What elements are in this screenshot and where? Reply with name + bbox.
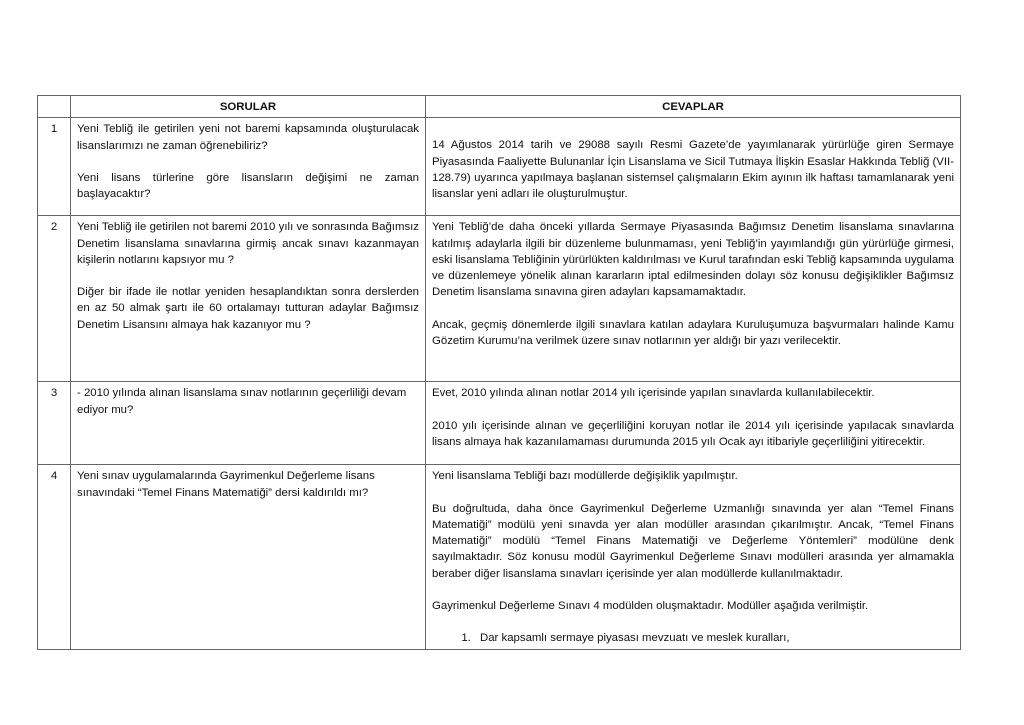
answer-text: Yeni Tebliğ’de daha önceki yıllarda Sermaye Piyasasında Bağımsız Denetim lisanslama sınavlarına katılmış adaylarla ilgili bir düzenleme bulunmaması, yeni Tebliğ’in yayımlandığı gün yürürlüğe girmesi, eski lisanslama Tebliğinin yürürlükten kaldırılması ve Kurul tarafından eski Tebliğ kapsamında uygulama ve düzenlemeye yönelik alınan kararların iptal edilmesinden dolayı söz konusu değişiklikler Bağımsız Denetim lisanslama sınavına giren adayları kapsamamaktadır. [432, 221, 954, 299]
answer-text: Yeni lisanslama Tebliği bazı modüllerde değişiklik yapılmıştır. [432, 470, 738, 483]
answer-text: Ancak, geçmiş dönemlerde ilgili sınavlara katılan adaylara Kuruluşumuza başvurmaları halinde Kamu Gözetim Kurumu’na verilmek üzere sınav notlarının yer aldığı bir yazı verilecektir. [432, 318, 954, 348]
answer-text: Bu doğrultuda, daha önce Gayrimenkul Değerleme Uzmanlığı sınavında yer alan “Temel Finans Matematiği” modülü yeni sınavda yer alan modüller arasından çıkarılmıştır. Ancak, “Temel Finans Matematiği” modülü “Temel Finans Matematiği ve Değerleme Yöntemleri” modülüne denk sayılmaktadır. Söz konusu modül Gayrimenkul Değerleme Sınavı modülleri arasında yer almamakla beraber diğer lisanslama sınavları içerisinde yer alan modüllerde kullanılmaktadır. [432, 502, 954, 580]
answer-text: Evet, 2010 yılında alınan notlar 2014 yılı içerisinde yapılan sınavlarda kullanılabilecektir. [432, 387, 875, 400]
qa-table [37, 95, 961, 650]
question-text: Yeni Tebliğ ile getirilen not baremi 2010 yılı ve sonrasında Bağımsız Denetim lisanslama sınavlarına girmiş ancak sınavı kazanmayan kişilerin notlarını kapsıyor mu ? [77, 221, 419, 266]
header-questions: SORULAR [71, 96, 426, 118]
question-text: Yeni lisans türlerine göre lisansların değişimi ne zaman başlayacaktır? [77, 171, 419, 201]
question-cell [71, 216, 426, 382]
table-row [38, 382, 961, 465]
header-answers: CEVAPLAR [426, 96, 961, 118]
table-row [38, 118, 961, 216]
question-cell [71, 382, 426, 465]
answer-cell [426, 118, 961, 216]
row-number: 3 [38, 382, 71, 465]
list-item: 1. Dar kapsamlı sermaye piyasası mevzuatı ve meslek kuralları, [474, 630, 954, 646]
table-row [38, 465, 961, 649]
answer-cell [426, 382, 961, 465]
question-text: - 2010 yılında alınan lisanslama sınav notlarının geçerliliği devam ediyor mu? [77, 387, 407, 416]
question-text: Yeni Tebliğ ile getirilen yeni not baremi kapsamında oluşturulacak lisanslarımızı ne zaman öğrenebiliriz? [77, 123, 419, 152]
header-num-cell [38, 96, 71, 118]
answer-cell [426, 465, 961, 649]
row-number: 2 [38, 216, 71, 382]
question-cell [71, 465, 426, 649]
module-list [432, 630, 954, 646]
answer-text: 14 Ağustos 2014 tarih ve 29088 sayılı Resmi Gazete’de yayımlanarak yürürlüğe giren Sermaye Piyasasında Faaliyette Bulunanlar İçin Lisanslama ve Sicil Tutmaya İlişkin Esaslar Hakkında Tebliğ (VII-128.79) uyarınca yapılmaya başlanan sistemsel çalışmaların Ekim ayının ilk haftası tamamlanarak yeni lisanslar yeni adları ile oluşturulmuştur. [432, 139, 954, 201]
answer-text: 2010 yılı içerisinde alınan ve geçerliliğini koruyan notlar ile 2014 yılı içerisinde yapılacak sınavlarda lisans almaya hak kazanılamaması durumunda 2015 yılı Ocak ayı itibariyle geçerliliğini yitirecektir. [432, 419, 954, 448]
row-number: 1 [38, 118, 71, 216]
answer-text: Gayrimenkul Değerleme Sınavı 4 modülden oluşmaktadır. Modüller aşağıda verilmiştir. [432, 600, 869, 613]
header-row [38, 96, 961, 118]
row-number: 4 [38, 465, 71, 649]
table-row [38, 216, 961, 382]
question-cell [71, 118, 426, 216]
answer-cell [426, 216, 961, 382]
question-text: Diğer bir ifade ile notlar yeniden hesaplandıktan sonra derslerden en az 50 almak şartı ile 60 ortalamayı tutturan adaylar Bağımsız Denetim Lisansını almaya hak kazanıyor mu ? [77, 286, 419, 331]
question-text: Yeni sınav uygulamalarında Gayrimenkul Değerleme lisans sınavındaki “Temel Finans Matematiği” dersi kaldırıldı mı? [77, 470, 375, 499]
